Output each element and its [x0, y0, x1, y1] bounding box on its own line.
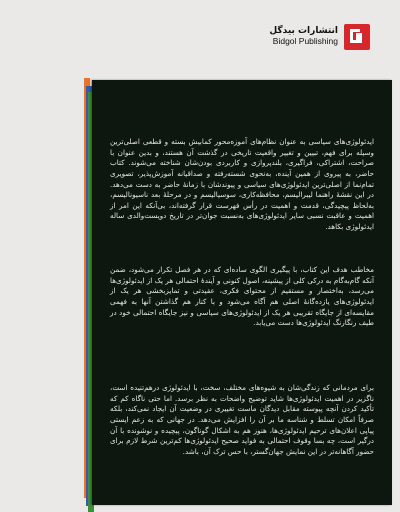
blackboard-panel	[92, 80, 392, 505]
publisher-name-en: Bidgol Publishing	[272, 36, 338, 47]
blurb-paragraph-2: مخاطب هدف این کتاب، با پیگیری الگوی ساده‌ای که در هر فصل تکرار می‌شود، ضمن آنکه گام‌به‌گام به درکی کلی از پیشینه، اصول کنونی و آیندهٔ احتمالی هر یک از ایدئولوژی‌ها می‌رسد، به‌اختصار و مستقیم از محتوای فکری، عقیدتی و تمایزبخشی هر یک از ایدئولوژی‌های یازده‌گانهٔ اصلی هم آگاه می‌شود و با کنار هم گذاشتن آنها به فهمی مقایسه‌ای از جایگاه تقریبی هر یک از ایدئولوژی‌های سیاسی و نیز جایگاه احتمالی خود در طیف رنگارنگ ایدئولوژی‌ها دست می‌یابد.	[110, 265, 374, 328]
blurb-paragraph-3: برای مردمانی که زندگی‌شان به شیوه‌های مختلف، سخت، با ایدئولوژی درهم‌تنیده است، ناگزیر در اهمیت ایدئولوژی‌ها شاید توضیح واضحات به نظر برسد. اما حتی ناگاه کم که تأکید کردن آنچه پیوسته مقابل دیدگان ماست تغییری در وضعیت آن ایجاد نمی‌کند، بلکه صرفاً امکان تسلط و شناسه ما بر آن را افزایش می‌دهد. در جهانی که به زعم ایستی پیاپی اعلان‌های ترحیم ایدئولوژی‌ها، هنوز هم به اشکال گوناگون، پیچیده و نوشونده با آن درگیر است، چه بسا وقوف احتمالی به فواید صحیح ایدئولوژی‌ها کم‌ترین شرط لازم برای حضور آگاهانه‌تر در این نمایش جهان‌گستر، با حس ترک آن، باشد.	[110, 383, 374, 456]
publisher-name-fa: انتشارات بیدگل	[269, 26, 338, 37]
publisher-logo-icon	[344, 24, 370, 50]
publisher-branding	[269, 24, 370, 50]
blurb-paragraph-1: ایدئولوژی‌های سیاسی به عنوان نظام‌های آموزه‌محور کمابیش بسته و قطعی اصلی‌ترین وسیله برای فهم، تبیین و تغییر واقعیت تاریخی در گذشت آن هستند، و بدین عنوان با صراحت، اشتراکی، فراگیری، بلندپروازی و کاربردی بودن‌شان شناخته می‌شوند. کتاب حاضر، به پیروی از همین آینده، به‌نحوی شسته‌رفته و صداقیانه آموزش‌پذیر، تصویری تمام‌نما از اصلی‌ترین ایدئولوژی‌های سیاسی و پیوندشان با زمانهٔ حاضر به دست می‌دهد. در این نقشهٔ راهنما لیبرالیسم، محافظه‌کاری، سوسیالیسم و در مرحلهٔ بعد ناسیونالیسم، به‌لحاظ پیچیدگی، قدمت و اهمیت در رأس فهرست قرار گرفته‌اند، بی‌آنکه این امر از اهمیت و عاقبت نسبی سایر ایدئولوژی‌های به‌نسبت جوان‌تر در تاریخ دویست‌والدی ساله ایدئولوژی بکاهد.	[110, 137, 374, 231]
publisher-name	[269, 27, 338, 46]
